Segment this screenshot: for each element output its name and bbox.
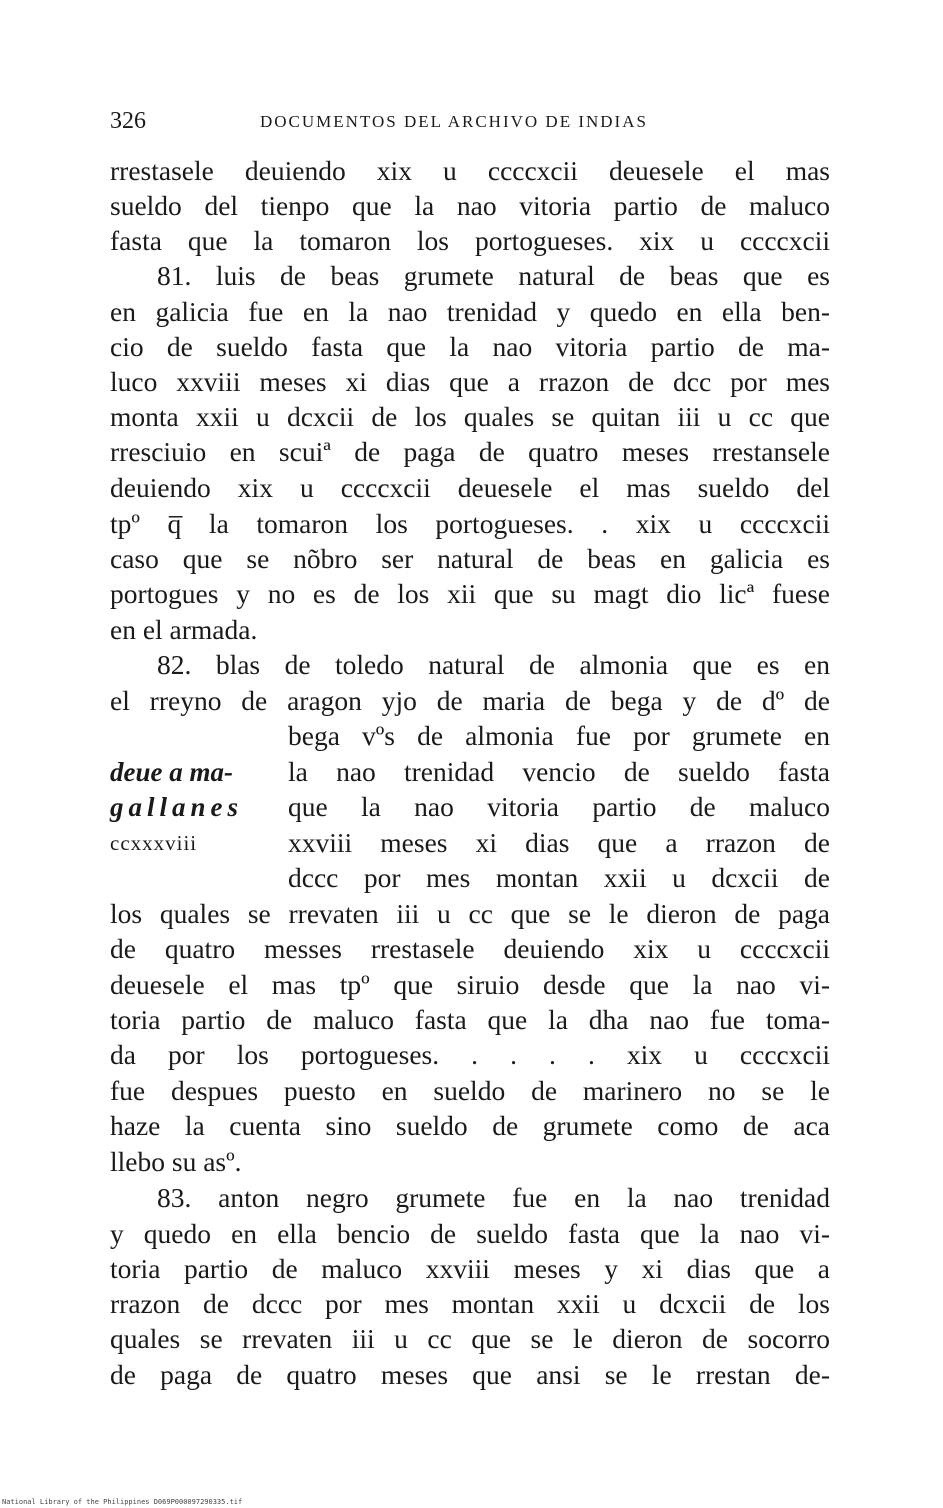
paragraph-83-start: 83. anton negro grumete fue en la nao trenidad xyxy=(157,1182,830,1213)
text-line: fasta que la tomaron los portogueses. xix u ccccxcii xyxy=(110,225,830,256)
text-line: que la nao vitoria partio de maluco xyxy=(288,791,830,822)
text-line: da por los portogueses. . . . . xix u ccccxcii xyxy=(110,1039,830,1070)
text-line: haze la cuenta sino sueldo de grumete como de aca xyxy=(110,1110,830,1141)
margin-note-line-3: ccxxxviii xyxy=(110,831,198,855)
text-line: de paga de quatro meses que ansi se le rrestan de- xyxy=(110,1359,830,1390)
text-line: rrestasele deuiendo xix u ccccxcii deuesele el mas xyxy=(110,155,830,186)
text-line: en galicia fue en la nao trenidad y quedo en ella ben- xyxy=(110,296,830,327)
text-line: cio de sueldo fasta que la nao vitoria partio de ma- xyxy=(110,331,830,362)
text-line: toria partio de maluco fasta que la dha nao fue toma- xyxy=(110,1004,830,1035)
text-line: quales se rrevaten iii u cc que se le dieron de socorro xyxy=(110,1323,830,1354)
page-header xyxy=(110,108,830,138)
margin-note-line-2: gallanes xyxy=(110,792,244,822)
text-line: llebo su asº. xyxy=(110,1146,242,1177)
text-line: deuesele el mas tpº que siruio desde que la nao vi- xyxy=(110,969,830,1000)
running-head: DOCUMENTOS DEL ARCHIVO DE INDIAS xyxy=(260,112,648,131)
text-line: los quales se rrevaten iii u cc que se le dieron de paga xyxy=(110,898,830,929)
text-line: xxviii meses xi dias que a rrazon de xyxy=(288,827,830,858)
page-number: 326 xyxy=(110,108,146,134)
text-line: rrazon de dccc por mes montan xxii u dcxcii de los xyxy=(110,1288,830,1319)
scan-footer: National Library of the Philippines D069P000097290335.tif xyxy=(2,1498,243,1506)
text-line: deuiendo xix u ccccxcii deuesele el mas sueldo del xyxy=(110,472,830,503)
text-line: bega vºs de almonia fue por grumete en xyxy=(288,720,830,751)
text-line: sueldo del tienpo que la nao vitoria partio de maluco xyxy=(110,190,830,221)
text-line: portogues y no es de los xii que su magt dio licª fuese xyxy=(110,578,830,609)
text-line: la nao trenidad vencio de sueldo fasta xyxy=(288,756,830,787)
text-line: el rreyno de aragon yjo de maria de bega y de dº de xyxy=(110,685,830,716)
margin-note-line-1: deue a ma- xyxy=(110,757,233,787)
text-line: rresciuio en scuiª de paga de quatro meses rrestansele xyxy=(110,436,830,467)
text-line: toria partio de maluco xxviii meses y xi dias que a xyxy=(110,1253,830,1284)
text-line: en el armada. xyxy=(110,614,258,645)
paragraph-81-start: 81. luis de beas grumete natural de beas que es xyxy=(157,260,830,291)
text-line: de quatro messes rrestasele deuiendo xix u ccccxcii xyxy=(110,933,830,964)
paragraph-82-start: 82. blas de toledo natural de almonia que es en xyxy=(157,649,830,680)
text-line: luco xxviii meses xi dias que a rrazon de dcc por mes xyxy=(110,366,830,397)
text-line: y quedo en ella bencio de sueldo fasta que la nao vi- xyxy=(110,1218,830,1249)
text-line: monta xxii u dcxcii de los quales se quitan iii u cc que xyxy=(110,401,830,432)
text-line: caso que se nõbro ser natural de beas en galicia es xyxy=(110,543,830,574)
text-line: dccc por mes montan xxii u dcxcii de xyxy=(288,862,830,893)
text-line: fue despues puesto en sueldo de marinero no se le xyxy=(110,1075,830,1106)
text-line: tpº q̅ la tomaron los portogueses. . xix u ccccxcii xyxy=(110,508,830,539)
